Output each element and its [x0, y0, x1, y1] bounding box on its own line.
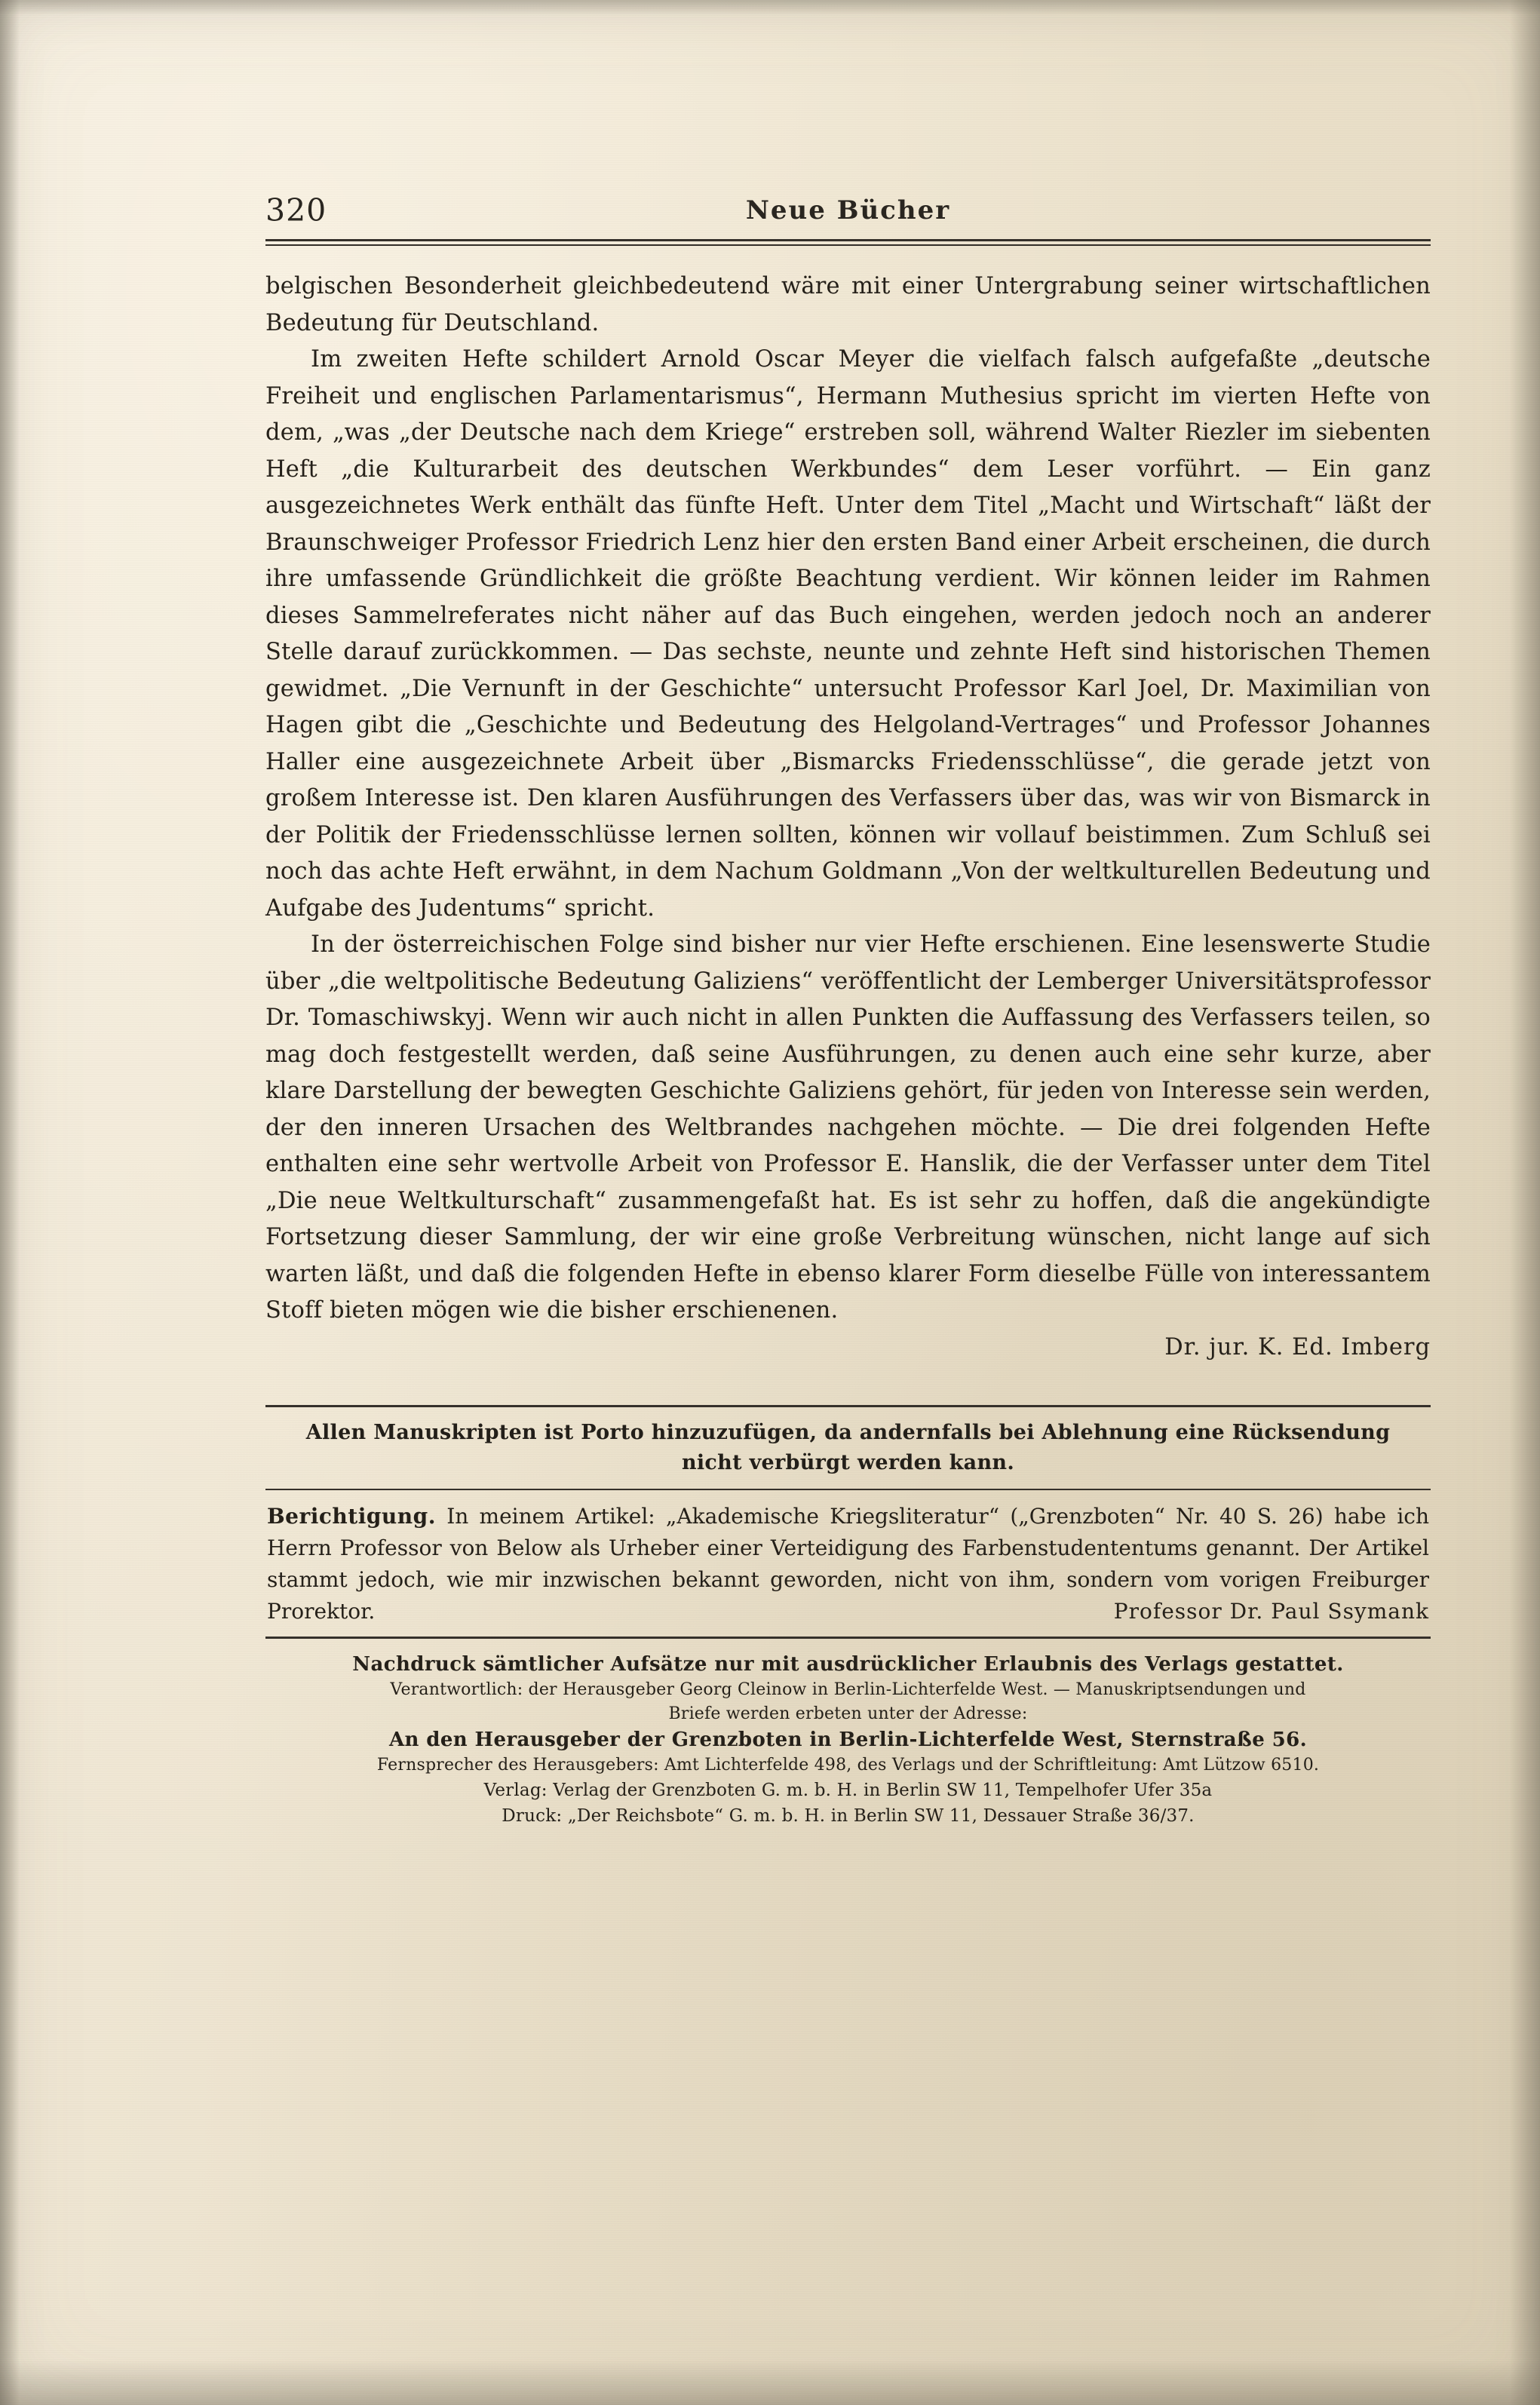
article-signature: Dr. jur. K. Ed. Imberg	[1164, 1333, 1431, 1360]
correction-label: Berichtigung.	[267, 1504, 436, 1529]
page-edge-shadow-bottom	[0, 2360, 1540, 2405]
colophon	[265, 1651, 1431, 1829]
correction-text: In meinem Artikel: „Akademische Kriegsliteratur“ („Grenzboten“ Nr. 40 S. 26) habe ich Herrn Professor von Below als Urheber einer Verteidigung des Farbenstudententums genannt. Der Artikel stammt jedoch, wie mir inzwischen bekannt geworden, nicht von ihm, sondern vom vorigen Freiburger Prorektor.	[267, 1504, 1430, 1624]
manuscript-notice-line-2: nicht verbürgt werden kann.	[681, 1451, 1015, 1474]
article-body	[265, 268, 1431, 1366]
manuscript-notice-line-1: Allen Manuskripten ist Porto hinzuzufügen, da andernfalls bei Ablehnung eine Rücksendung	[305, 1421, 1391, 1444]
paragraph: In der österreichischen Folge sind bisher nur vier Hefte erschienen. Eine lesenswerte Studie über „die weltpolitische Bedeutung Galiziens“ veröffentlicht der Lemberger Universitätsprofessor Dr. Tomaschiwskyj. Wenn wir auch nicht in allen Punkten die Auffassung des Verfassers teilen, so mag doch festgestellt werden, daß seine Ausführungen, zu denen auch eine sehr kurze, aber klare Darstellung der bewegten Geschichte Galiziens gehört, für jeden von Interesse sein werden, der den inneren Ursachen des Weltbrandes nachgehen möchte. — Die drei folgenden Hefte enthalten eine sehr wertvolle Arbeit von Professor E. Hanslik, die der Verfasser unter dem Titel „Die neue Weltkulturschaft“ zusammengefaßt hat. Es ist sehr zu hoffen, daß die angekündigte Fortsetzung dieser Sammlung, der wir eine große Verbreitung wünschen, nicht lange auf sich warten läßt, und daß die folgenden Hefte in ebenso klarer Form dieselbe Fülle von interessantem Stoff bieten mögen wie die bisher erschienenen.	[265, 931, 1431, 1324]
colophon-line-3: Briefe werden erbeten unter der Adresse:	[668, 1704, 1028, 1723]
page-content	[265, 192, 1431, 1829]
paragraph: belgischen Besonderheit gleichbedeutend wäre mit einer Untergrabung seiner wirtschaftlichen Bedeutung für Deutschland.	[265, 273, 1431, 336]
running-head-title: Neue Bücher	[745, 195, 951, 225]
colophon-line-5: Fernsprecher des Herausgebers: Amt Lichterfelde 498, des Verlags und der Schriftleitung: Amt Lützow 6510.	[376, 1756, 1320, 1775]
manuscript-notice	[265, 1407, 1431, 1490]
colophon-line-7: Druck: „Der Reichsbote“ G. m. b. H. in Berlin SW 11, Dessauer Straße 36/37.	[502, 1806, 1195, 1826]
running-head	[265, 192, 1431, 236]
notices-box	[265, 1405, 1431, 1639]
colophon-line-2: Verantwortlich: der Herausgeber Georg Cleinow in Berlin-Lichterfelde West. — Manuskriptsendungen und	[390, 1680, 1306, 1699]
colophon-line-1: Nachdruck sämtlicher Aufsätze nur mit ausdrücklicher Erlaubnis des Verlags gestattet.	[352, 1653, 1344, 1676]
page-edge-shadow-right	[1510, 0, 1540, 2405]
page-number: 320	[265, 192, 327, 229]
colophon-line-6: Verlag: Verlag der Grenzboten G. m. b. H. in Berlin SW 11, Tempelhofer Ufer 35a	[483, 1781, 1213, 1800]
correction-author: Professor Dr. Paul Ssymank	[1113, 1599, 1429, 1624]
page-edge-shadow-left	[0, 0, 20, 2405]
correction-notice	[265, 1490, 1431, 1637]
header-rule-line-1	[265, 239, 1431, 241]
page-edge-shadow-top	[0, 0, 1540, 15]
header-rule-line-2	[265, 244, 1431, 246]
header-rule	[265, 239, 1431, 246]
colophon-line-4: An den Herausgeber der Grenzboten in Berlin-Lichterfelde West, Sternstraße 56.	[388, 1729, 1308, 1751]
paragraph: Im zweiten Hefte schildert Arnold Oscar Meyer die vielfach falsch aufgefaßte „deutsche Freiheit und englischen Parlamentarismus“, Hermann Muthesius spricht im vierten Hefte von dem, „was „der Deutsche nach dem Kriege“ erstreben soll, während Walter Riezler im siebenten Heft „die Kulturarbeit des deutschen Werkbundes“ dem Leser vorführt. — Ein ganz ausgezeichnetes Werk enthält das fünfte Heft. Unter dem Titel „Macht und Wirtschaft“ läßt der Braunschweiger Professor Friedrich Lenz hier den ersten Band einer Arbeit erscheinen, die durch ihre umfassende Gründlichkeit die größte Beachtung verdient. Wir können leider im Rahmen dieses Sammelreferates nicht näher auf das Buch eingehen, werden jedoch noch an anderer Stelle darauf zurückkommen. — Das sechste, neunte und zehnte Heft sind historischen Themen gewidmet. „Die Vernunft in der Geschichte“ untersucht Professor Karl Joel, Dr. Maximilian von Hagen gibt die „Geschichte und Bedeutung des Helgoland-Vertrages“ und Professor Johannes Haller eine ausgezeichnete Arbeit über „Bismarcks Friedensschlüsse“, die gerade jetzt von großem Interesse ist. Den klaren Ausführungen des Verfassers über das, was wir von Bismarck in der Politik der Friedensschlüsse lernen sollten, können wir vollauf beistimmen. Zum Schluß sei noch das achte Heft erwähnt, in dem Nachum Goldmann „Von der weltkulturellen Bedeutung und Aufgabe des Judentums“ spricht.	[265, 346, 1431, 922]
